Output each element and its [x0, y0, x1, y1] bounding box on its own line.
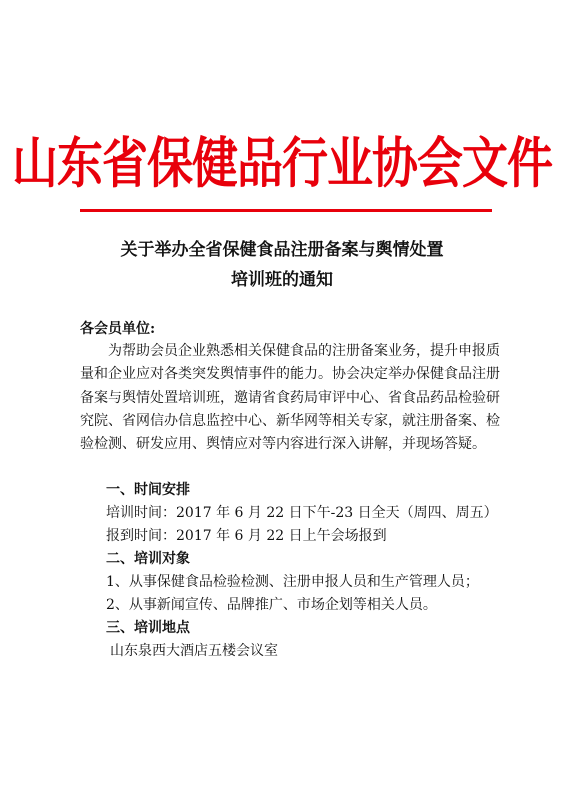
notice-title-line1: 关于举办全省保健食品注册备案与舆情处置 [120, 240, 444, 260]
audience-item-2: 2、从事新闻宣传、品牌推广、市场企划等相关人员。 [106, 597, 437, 613]
audience-item-1: 1、从事保健食品检验检测、注册申报人员和生产管理人员； [106, 574, 479, 590]
notice-title-line2: 培训班的通知 [231, 270, 333, 290]
location-place: 山东泉西大酒店五楼会议室 [110, 643, 278, 659]
intro-paragraph: 为帮助会员企业熟悉相关保健食品的注册备案业务，提升申报质量和企业应对各类突发舆情事件的能力。协会决定举办保健食品注册备案与舆情处置培训班，邀请省食药局审评中心、省食品药品检验研究院、省网信办信息监控中心、新华网等相关专家，就注册备案、检验检测、研发应用、舆情应对等内容进行深入讲解，并现场答疑。 [80, 343, 500, 453]
checkin-time: 报到时间：2017 年 6 月 22 日上午会场报到 [106, 528, 387, 544]
header-divider [80, 209, 492, 212]
document-header-title: 山东省保健品行业协会文件 [12, 131, 552, 195]
training-time: 培训时间：2017 年 6 月 22 日下午-23 日全天（周四、周五） [106, 505, 498, 521]
section-location-heading: 三、培训地点 [106, 620, 190, 636]
section-audience-heading: 二、培训对象 [106, 551, 190, 567]
section-time-heading: 一、时间安排 [106, 482, 190, 498]
salutation: 各会员单位: [80, 321, 156, 337]
